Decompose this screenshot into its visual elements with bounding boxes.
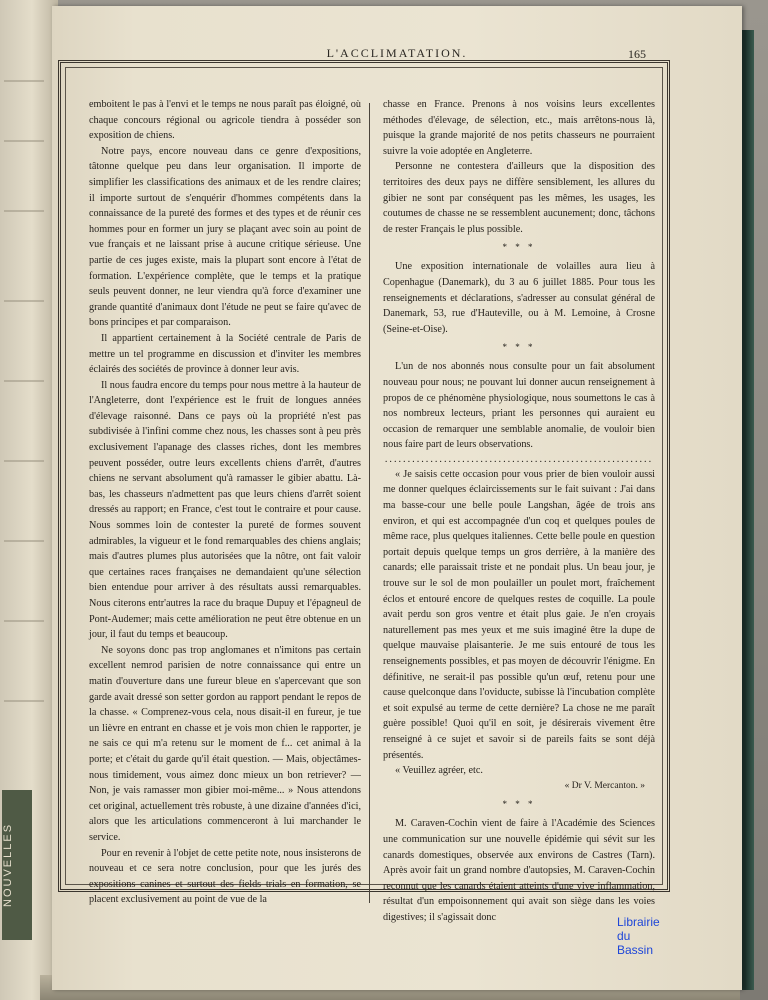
paragraph: M. Caraven-Cochin vient de faire à l'Académie des Sciences une communication sur une nouvelle épidémie qui sévit sur les canards domestiques, observée aux environs de Castres (Tarn). Après avoir fait un grand nombre d'autopsies, M. Caraven-Cochin reconnut que les canards étaient atteints d'une vive inflammation, résultat d'un empoisonnement qui avait son siège dans les voies digestives; il s'agissait donc [383,818,655,923]
letter-signature: « Dr V. Mercanton. » [564,780,645,791]
paragraph: Ne soyons donc pas trop anglomanes et n'imitons pas certain excellent nemrod parisien de notre connaissance qui entre un matin d'ouverture dans une fureur bleue en s'apercevant que son garde avait dressé son setter gordon au rapport pendant le repos de la chasse. « Comprenez-vous cela, nous disait-il en fureur, je tue un lièvre en entrant en chasse et je vois mon chien le rapporter, je ne sais ce qui m'a retenu sur le moment de f... cet animal à la porte; et c'était du garde qu'il était question. — Mais, objectâmes-nous timidement, vous aimez donc mieux un bon retriever? — Non, je vais ramasser mon gibier moi-même... » Nous attendons cet original, actuellement très robuste, à une dizaine d'années d'ici, alors que les articulations commenceront à lui marchander le service. [89,644,361,843]
page-number: 165 [628,47,646,61]
watermark: Librairie du Bassin [617,915,660,957]
paragraph: Il appartient certainement à la Société centrale de Paris de mettre un tel programme en discussion et d'inviter les membres éclairés des sociétés de province à donner leur avis. [89,332,361,376]
paragraph: Une exposition internationale de volailles aura lieu à Copenhague (Danemark), du 3 au 6 juillet 1885. Pour tous les renseignements et déclarations, s'adresser au consulat général de Danemark, 53, rue d'Hauteville, ou à M. Lemoine, à Crosne (Seine-et-Oise). [383,261,655,335]
facing-page-heading: NOUVELLES [2,790,32,940]
paragraph: Il nous faudra encore du temps pour nous mettre à la hauteur de l'Angleterre, dont l'expérience est le fruit de longues années d'élevage raisonné. Dans ce pays où la propriété n'est pas subdivisée à l'infini comme chez nous, les chasses sont à peu près exclusivement l'apanage des classes riches, dont les membres peuvent posséder, outre leurs excellents chiens d'arrêt, d'autres chiens ne servant absolument qu'à ramasser le gibier abattu. Là-bas, les chasseurs n'admettent pas que leurs chiens d'arrêt soient dressés au rapport; en France, c'est tout le contraire et pour cause. Nous sommes loin de contester la pureté de formes souvent admirables, la vigueur et le fond remarquables des chiens anglais; mais d'autres plumes plus autorisées que la nôtre, ont fait valoir que certaines races françaises ne demandaient qu'une sélection bien entendue pour arriver à des résultats aussi remarquables. Nous citerons entr'autres la race du braque Dupuy et l'épagneul de Pont-Audemer; mais cette amélioration ne peut être obtenue en un jour, il faut du temps et beaucoup. [89,379,361,641]
paragraph: Pour en revenir à l'objet de cette petite note, nous insisterons de nouveau et ce sera notre conclusion, pour que les jurés des expositions canines et surtout des fields trials en formation, se placent exclusivement au point de vue de la [89,847,361,906]
section-separator: * * * [502,799,536,810]
paragraph: chasse en France. Prenons à nos voisins leurs excellentes méthodes d'élevage, de sélection, etc., mais arrêtons-nous là, puisque la grande majorité de nos petits chasseurs ne pourraient suivre la voie adoptée en Angleterre. [383,99,655,157]
book-page [52,6,742,990]
paragraph: emboitent le pas à l'envi et le temps ne nous paraît pas éloigné, où chaque concours régional ou agricole tiendra à posséder son exposition de chiens. [89,99,361,142]
running-title: L'ACCLIMATATION. [326,46,468,60]
left-column [89,97,361,908]
dotted-rule: ........................................................... [384,453,654,465]
right-column [383,97,655,926]
facing-page-edge [0,0,58,1000]
paragraph: Personne ne contestera d'ailleurs que la disposition des territoires des deux pays ne diffère sensiblement, les allures du gibier ne sont par conséquent pas les mêmes, les usages, les coutumes de chasse ne se ressemblent aucunement; donc, tâchons de rester Français le plus possible. [383,161,655,235]
section-separator: * * * [502,342,536,353]
column-rule [369,103,370,903]
quoted-letter: « Je saisis cette occasion pour vous prier de bien vouloir aussi me donner quelques éclaircissements sur le fait suivant : J'ai dans ma basse-cour une belle poule Langshan, âgée de trois ans environ, et qui est accompagnée d'un coq et quelques poules de même race, plus quelques italiennes. Cette belle poule en question portait depuis quelque temps un gros derrière, à la manière des canards; elle paraissait triste et ne pondait plus. Un beau jour, je trouve sur le sol de mon poulailler un poulet mort, fraîchement éclos et entouré encore de quelques restes de coquille. La poule avait perdu son gros ventre et était plus gaie. Je n'en croyais naturellement pas mes yeux et me suis imaginé être la dupe de quelque mauvaise plaisanterie. Je me suis entouré de tous les renseignements possibles, et pas moyen de découvrir l'énigme. En définitive, ne serait-il pas possible qu'un œuf, retenu pour une cause quelconque dans l'oviducte, subisse là l'incubation complète et soit expulsé au terme de cette dernière? La chose ne me paraît guère possible! Quoi qu'il en soit, je désirerais vivement être renseigné à ce sujet et savoir si de pareils faits se sont déjà présentés. [383,468,655,761]
letter-closing: « Veuillez agréer, etc. [395,765,483,777]
paragraph: Notre pays, encore nouveau dans ce genre d'expositions, tâtonne quelque peu dans leur organisation. Il importe de simplifier les classifications des animaux et de les rendre claires; il importe surtout de s'enquérir d'hommes compétents dans la connaissance de la pureté des formes et des types et de réunir ces hommes pour en former un jury se plaçant avec soin au point de vue français et ne laissant prise à aucune critique sérieuse. Une partie de ces juges existe, mais la plupart sont encore à l'état de formation. L'expérience complète, que le temps et la pratique seuls peuvent donner, ne leur viendra qu'à force d'examiner une grande quantité d'animaux dont l'étude ne peut se faire qu'avec de bons principes et par comparaison. [89,145,361,329]
paragraph: L'un de nos abonnés nous consulte pour un fait absolument nouveau pour nous; ne pouvant lui donner aucun renseignement à propos de ce phénomène physiologique, nous soumettons le cas à nos nombreux lecteurs, priant les personnes qui auraient eu occasion de remarquer une semblable anomalie, de vouloir bien nous faire part de leurs observations. [383,361,655,451]
section-separator: * * * [502,242,536,253]
text-frame [58,60,670,957]
